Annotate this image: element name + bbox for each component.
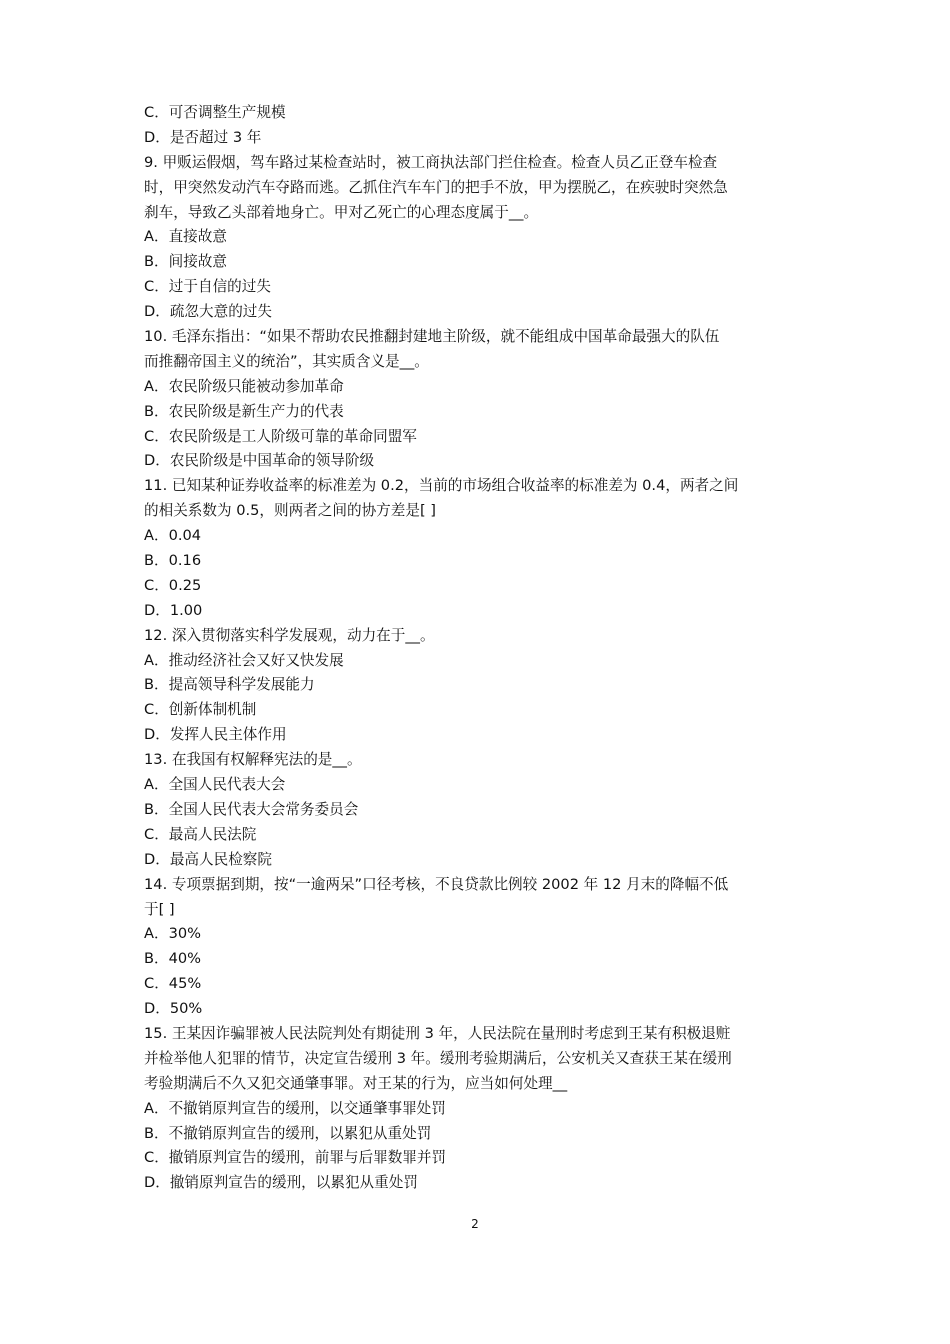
text-line: 15. 王某因诈骗罪被人民法院判处有期徒刑 3 年，人民法院在量刑时考虑到王某有积极退赃 <box>144 1024 731 1042</box>
text-line: D．疏忽大意的过失 <box>144 303 272 321</box>
text-line: D．农民阶级是中国革命的领导阶级 <box>144 452 375 470</box>
text-line: 而推翻帝国主义的统治”，其实质含义是__。 <box>144 352 429 370</box>
text-line: 11. 已知某种证券收益率的标准差为 0.2，当前的市场组合收益率的标准差为 0.4，两者之间 <box>144 477 739 495</box>
text-line: 时，甲突然发动汽车夺路而逃。乙抓住汽车车门的把手不放，甲为摆脱乙，在疾驶时突然急 <box>144 178 728 196</box>
text-line: D．是否超过 3 年 <box>144 128 262 146</box>
text-line: D．撤销原判宣告的缓刑，以累犯从重处罚 <box>144 1174 418 1192</box>
text-line: D．50% <box>144 1000 203 1018</box>
text-line: A．直接故意 <box>144 228 227 246</box>
text-line: C．创新体制机制 <box>144 701 257 719</box>
text-line: 10. 毛泽东指出：“如果不帮助农民推翻封建地主阶级，就不能组成中国革命最强大的队伍 <box>144 328 720 346</box>
text-line: C．最高人民法院 <box>144 825 257 843</box>
text-line: A．不撤销原判宣告的缓刑，以交通肇事罪处罚 <box>144 1099 446 1117</box>
text-line: 13. 在我国有权解释宪法的是__。 <box>144 751 362 769</box>
text-line: B．农民阶级是新生产力的代表 <box>144 402 344 420</box>
text-line: B．间接故意 <box>144 253 227 271</box>
document-body <box>144 101 812 1196</box>
text-line: 9. 甲贩运假烟，驾车路过某检查站时，被工商执法部门拦住检查。检查人员乙正登车检查 <box>144 153 718 171</box>
text-line: B．0.16 <box>144 552 202 570</box>
text-line: B．提高领导科学发展能力 <box>144 676 315 694</box>
text-line: D．发挥人民主体作用 <box>144 726 287 744</box>
text-line: A．0.04 <box>144 527 202 545</box>
text-line: A．30% <box>144 925 202 943</box>
text-line: A．推动经济社会又好又快发展 <box>144 651 344 669</box>
text-line: C．农民阶级是工人阶级可靠的革命同盟军 <box>144 427 417 445</box>
text-line: 12. 深入贯彻落实科学发展观，动力在于__。 <box>144 626 435 644</box>
text-line: C．过于自信的过失 <box>144 278 271 296</box>
text-line: D．最高人民检察院 <box>144 850 272 868</box>
text-line: 于[ ] <box>144 900 175 918</box>
text-line: B．不撤销原判宣告的缓刑，以累犯从重处罚 <box>144 1124 432 1142</box>
text-line: A．全国人民代表大会 <box>144 776 286 794</box>
text-line: C．0.25 <box>144 576 202 594</box>
text-line: 14. 专项票据到期，按“一逾两呆”口径考核，不良贷款比例较 2002 年 12 月末的降幅不低 <box>144 875 729 893</box>
text-line: 刹车，导致乙头部着地身亡。甲对乙死亡的心理态度属于__。 <box>144 203 539 221</box>
text-line: C．45% <box>144 975 202 993</box>
text-line: C．撤销原判宣告的缓刑，前罪与后罪数罪并罚 <box>144 1149 447 1167</box>
text-line: 考验期满后不久又犯交通肇事罪。对王某的行为，应当如何处理__ <box>144 1074 568 1092</box>
text-line: B．40% <box>144 950 202 968</box>
text-line: D．1.00 <box>144 601 203 619</box>
page-number: 2 <box>471 1217 479 1231</box>
text-line: B．全国人民代表大会常务委员会 <box>144 800 359 818</box>
text-line: C．可否调整生产规模 <box>144 104 286 121</box>
text-line: 的相关系数为 0.5，则两者之间的协方差是[ ] <box>144 502 436 520</box>
text-line: A．农民阶级只能被动参加革命 <box>144 377 344 395</box>
text-line: 并检举他人犯罪的情节，决定宣告缓刑 3 年。缓刑考验期满后，公安机关又查获王某在缓刑 <box>144 1049 732 1067</box>
